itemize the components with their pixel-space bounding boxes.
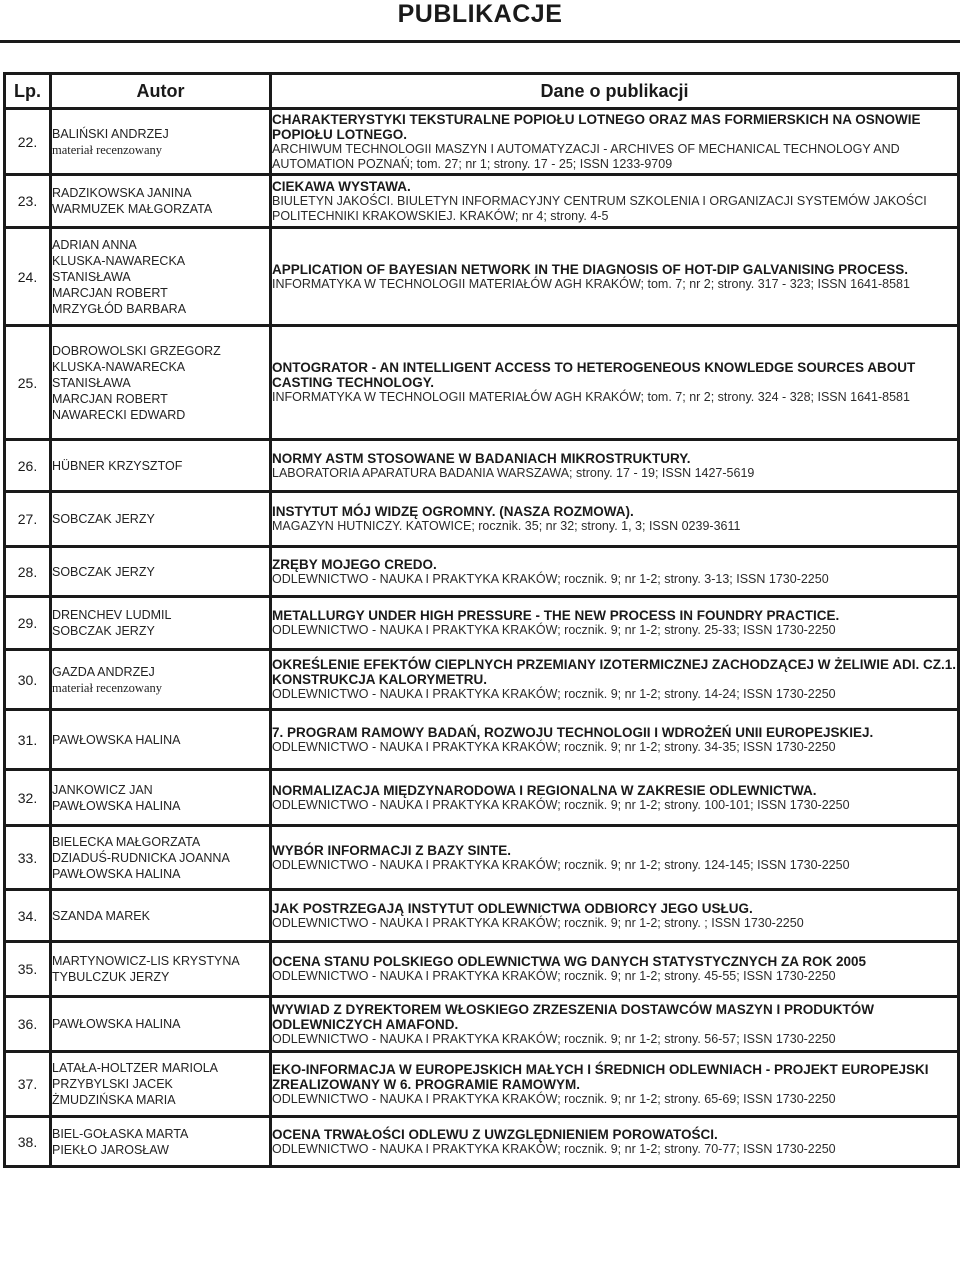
- author-cell: [51, 890, 271, 942]
- publication-cell: [271, 597, 959, 650]
- publication-cell: [271, 1052, 959, 1117]
- row-number: 27.: [5, 492, 51, 547]
- author-cell: [51, 109, 271, 175]
- author-name: STANISŁAWA: [52, 375, 131, 390]
- author-name: GAZDA ANDRZEJ: [52, 664, 155, 679]
- publication-source: ODLEWNICTWO - NAUKA I PRAKTYKA KRAKÓW; rocznik. 9; nr 1-2; strony. 56-57; ISSN 1730-2250: [272, 1031, 836, 1046]
- row-number: 24.: [5, 228, 51, 326]
- header-lp: Lp.: [5, 74, 51, 109]
- author-name: PAWŁOWSKA HALINA: [52, 866, 181, 881]
- publication-source: MAGAZYN HUTNICZY. KATOWICE; rocznik. 35; nr 32; strony. 1, 3; ISSN 0239-3611: [272, 519, 741, 533]
- publication-title: OKREŚLENIE EFEKTÓW CIEPLNYCH PRZEMIANY IZOTERMICZNEJ ZACHODZĄCEJ W ŻELIWIE ADI. CZ.1. KONSTRUKCJA KALORYMETRU.: [272, 657, 957, 687]
- author-cell: [51, 547, 271, 597]
- author-name: DOBROWOLSKI GRZEGORZ: [52, 343, 221, 358]
- publication-source: BIULETYN JAKOŚCI. BIULETYN INFORMACYJNY CENTRUM SZKOLENIA I ORGANIZACJI SYSTEMÓW JAKOŚCI POLITECHNIKI KRAKOWSKIEJ. KRAKÓW; nr 4; strony. 4-5: [272, 193, 927, 223]
- author-cell: [51, 997, 271, 1052]
- publication-cell: [271, 710, 959, 770]
- publication-source: ODLEWNICTWO - NAUKA I PRAKTYKA KRAKÓW; rocznik. 9; nr 1-2; strony. 45-55; ISSN 1730-2250: [272, 969, 836, 983]
- publication-source: ODLEWNICTWO - NAUKA I PRAKTYKA KRAKÓW; rocznik. 9; nr 1-2; strony. 3-13; ISSN 1730-2250: [272, 571, 829, 586]
- author-name: PAWŁOWSKA HALINA: [52, 798, 181, 813]
- table-row: [5, 1052, 959, 1117]
- author-cell: [51, 1052, 271, 1117]
- author-name: PRZYBYLSKI JACEK: [52, 1077, 173, 1091]
- publication-source: ODLEWNICTWO - NAUKA I PRAKTYKA KRAKÓW; rocznik. 9; nr 1-2; strony. 34-35; ISSN 1730-2250: [272, 739, 836, 754]
- header-author: Autor: [51, 74, 271, 109]
- row-number: 31.: [5, 710, 51, 770]
- publication-source: INFORMATYKA W TECHNOLOGII MATERIAŁÓW AGH KRAKÓW; tom. 7; nr 2; strony. 317 - 323; ISSN 1641-8581: [272, 276, 910, 291]
- row-number: 32.: [5, 770, 51, 826]
- author-cell: [51, 1117, 271, 1167]
- publication-cell: [271, 997, 959, 1052]
- publication-cell: [271, 547, 959, 597]
- publication-title: METALLURGY UNDER HIGH PRESSURE - THE NEW PROCESS IN FOUNDRY PRACTICE.: [272, 608, 840, 623]
- author-name: SOBCZAK JERZY: [52, 512, 155, 526]
- table-row: [5, 710, 959, 770]
- publication-cell: [271, 1117, 959, 1167]
- author-name: MARCJAN ROBERT: [52, 391, 168, 406]
- row-number: 22.: [5, 109, 51, 175]
- table-row: [5, 109, 959, 175]
- table-row: [5, 326, 959, 440]
- row-number: 37.: [5, 1052, 51, 1117]
- publications-table: [3, 72, 960, 1168]
- author-name: KLUSKA-NAWARECKA: [52, 359, 186, 374]
- review-note: materiał recenzowany: [52, 680, 163, 695]
- publication-cell: [271, 650, 959, 710]
- author-name: PAWŁOWSKA HALINA: [52, 732, 181, 747]
- author-name: JANKOWICZ JAN: [52, 782, 153, 797]
- author-name: MARCJAN ROBERT: [52, 285, 168, 300]
- author-name: SOBCZAK JERZY: [52, 564, 155, 579]
- author-name: MRZYGŁÓD BARBARA: [52, 301, 187, 316]
- table-body: [5, 109, 959, 1167]
- table-row: [5, 547, 959, 597]
- row-number: 28.: [5, 547, 51, 597]
- table-row: [5, 228, 959, 326]
- header-data: Dane o publikacji: [271, 74, 959, 109]
- author-name: MARTYNOWICZ-LIS KRYSTYNA: [52, 954, 240, 968]
- table-row: [5, 597, 959, 650]
- row-number: 33.: [5, 826, 51, 890]
- author-cell: [51, 175, 271, 228]
- table-row: [5, 826, 959, 890]
- publication-cell: [271, 826, 959, 890]
- author-cell: [51, 942, 271, 997]
- publication-title: WYWIAD Z DYREKTOREM WŁOSKIEGO ZRZESZENIA DOSTAWCÓW MASZYN I PRODUKTÓW ODLEWNICZYCH AMAFOND.: [272, 1001, 874, 1032]
- publication-title: EKO-INFORMACJA W EUROPEJSKICH MAŁYCH I ŚREDNICH ODLEWNIACH - PROJEKT EUROPEJSKI ZREALIZOWANY W 6. PROGRAMIE RAMOWYM.: [272, 1061, 929, 1092]
- publication-title: INSTYTUT MÓJ WIDZĘ OGROMNY. (NASZA ROZMOWA).: [272, 504, 634, 519]
- author-name: PAWŁOWSKA HALINA: [52, 1017, 181, 1031]
- publication-source: ODLEWNICTWO - NAUKA I PRAKTYKA KRAKÓW; rocznik. 9; nr 1-2; strony. 25-33; ISSN 1730-2250: [272, 623, 836, 637]
- publication-title: APPLICATION OF BAYESIAN NETWORK IN THE DIAGNOSIS OF HOT-DIP GALVANISING PROCESS.: [272, 261, 909, 277]
- author-cell: [51, 440, 271, 492]
- author-cell: [51, 228, 271, 326]
- author-name: HÜBNER KRZYSZTOF: [52, 458, 183, 473]
- table-header-row: [5, 74, 959, 109]
- publication-cell: [271, 440, 959, 492]
- publication-cell: [271, 492, 959, 547]
- author-name: DRENCHEV LUDMIL: [52, 608, 172, 622]
- publication-source: ARCHIWUM TECHNOLOGII MASZYN I AUTOMATYZACJI - ARCHIVES OF MECHANICAL TECHNOLOGY AND AUTOMATION POZNAŃ; tom. 27; nr 1; strony. 17 - 25; ISSN 1233-9709: [272, 141, 900, 171]
- publication-title: OCENA TRWAŁOŚCI ODLEWU Z UWZGLĘDNIENIEM POROWATOŚCI.: [272, 1126, 718, 1142]
- publication-source: ODLEWNICTWO - NAUKA I PRAKTYKA KRAKÓW; rocznik. 9; nr 1-2; strony. 14-24; ISSN 1730-2250: [272, 687, 836, 701]
- title-divider: [0, 40, 960, 43]
- row-number: 23.: [5, 175, 51, 228]
- publication-cell: [271, 228, 959, 326]
- author-name: LATAŁA-HOLTZER MARIOLA: [52, 1061, 219, 1075]
- publication-cell: [271, 890, 959, 942]
- author-name: WARMUZEK MAŁGORZATA: [52, 202, 213, 216]
- author-name: ADRIAN ANNA: [52, 237, 137, 252]
- row-number: 29.: [5, 597, 51, 650]
- publication-cell: [271, 326, 959, 440]
- author-cell: [51, 710, 271, 770]
- author-cell: [51, 770, 271, 826]
- publication-title: OCENA STANU POLSKIEGO ODLEWNICTWA WG DANYCH STATYSTYCZNYCH ZA ROK 2005: [272, 954, 867, 969]
- row-number: 36.: [5, 997, 51, 1052]
- row-number: 35.: [5, 942, 51, 997]
- publication-title: ONTOGRATOR - AN INTELLIGENT ACCESS TO HETEROGENEOUS KNOWLEDGE SOURCES ABOUT CASTING TECHNOLOGY.: [272, 360, 916, 390]
- table-row: [5, 175, 959, 228]
- review-note: materiał recenzowany: [52, 142, 163, 157]
- publication-cell: [271, 770, 959, 826]
- table-row: [5, 770, 959, 826]
- author-name: KLUSKA-NAWARECKA: [52, 253, 186, 268]
- author-name: NAWARECKI EDWARD: [52, 407, 186, 422]
- table-row: [5, 440, 959, 492]
- author-cell: [51, 492, 271, 547]
- table-row: [5, 997, 959, 1052]
- publication-title: ZRĘBY MOJEGO CREDO.: [272, 556, 437, 572]
- table-row: [5, 492, 959, 547]
- publication-title: JAK POSTRZEGAJĄ INSTYTUT ODLEWNICTWA ODBIORCY JEGO USŁUG.: [272, 900, 753, 916]
- author-name: TYBULCZUK JERZY: [52, 970, 170, 984]
- row-number: 26.: [5, 440, 51, 492]
- row-number: 25.: [5, 326, 51, 440]
- publication-source: ODLEWNICTWO - NAUKA I PRAKTYKA KRAKÓW; rocznik. 9; nr 1-2; strony. 124-145; ISSN 1730-2250: [272, 857, 850, 872]
- publication-source: ODLEWNICTWO - NAUKA I PRAKTYKA KRAKÓW; rocznik. 9; nr 1-2; strony. 100-101; ISSN 1730-2250: [272, 797, 850, 812]
- publication-source: ODLEWNICTWO - NAUKA I PRAKTYKA KRAKÓW; rocznik. 9; nr 1-2; strony. 70-77; ISSN 1730-2250: [272, 1141, 836, 1156]
- author-name: BIEL-GOŁASKA MARTA: [52, 1126, 189, 1141]
- author-name: STANISŁAWA: [52, 269, 131, 284]
- page-title: PUBLIKACJE: [397, 0, 563, 28]
- table-row: [5, 1117, 959, 1167]
- publication-source: INFORMATYKA W TECHNOLOGII MATERIAŁÓW AGH KRAKÓW; tom. 7; nr 2; strony. 324 - 328; ISSN 1641-8581: [272, 390, 910, 404]
- row-number: 38.: [5, 1117, 51, 1167]
- author-name: PIEKŁO JAROSŁAW: [52, 1142, 169, 1157]
- author-name: BIELECKA MAŁGORZATA: [52, 834, 201, 849]
- row-number: 34.: [5, 890, 51, 942]
- publication-title: CIEKAWA WYSTAWA.: [272, 178, 411, 194]
- publication-source: LABORATORIA APARATURA BADANIA WARSZAWA; strony. 17 - 19; ISSN 1427-5619: [272, 465, 755, 480]
- publication-cell: [271, 109, 959, 175]
- publication-cell: [271, 175, 959, 228]
- table-row: [5, 890, 959, 942]
- publication-title: NORMY ASTM STOSOWANE W BADANIACH MIKROSTRUKTURY.: [272, 450, 691, 466]
- author-name: SZANDA MAREK: [52, 908, 150, 923]
- author-name: ŻMUDZIŃSKA MARIA: [52, 1093, 176, 1107]
- publication-source: ODLEWNICTWO - NAUKA I PRAKTYKA KRAKÓW; rocznik. 9; nr 1-2; strony. ; ISSN 1730-2250: [272, 915, 804, 930]
- publication-title: WYBÓR INFORMACJI Z BAZY SINTE.: [272, 842, 512, 858]
- author-name: RADZIKOWSKA JANINA: [52, 186, 192, 200]
- row-number: 30.: [5, 650, 51, 710]
- author-name: SOBCZAK JERZY: [52, 624, 155, 638]
- publication-source: ODLEWNICTWO - NAUKA I PRAKTYKA KRAKÓW; rocznik. 9; nr 1-2; strony. 65-69; ISSN 1730-2250: [272, 1091, 836, 1106]
- author-name: DZIADUŚ-RUDNICKA JOANNA: [52, 850, 230, 865]
- publication-title: NORMALIZACJA MIĘDZYNARODOWA I REGIONALNA W ZAKRESIE ODLEWNICTWA.: [272, 782, 817, 798]
- publication-title: CHARAKTERYSTYKI TEKSTURALNE POPIOŁU LOTNEGO ORAZ MAS FORMIERSKICH NA OSNOWIE POPIOŁU LOTNEGO.: [272, 111, 921, 142]
- publication-title: 7. PROGRAM RAMOWY BADAŃ, ROZWOJU TECHNOLOGII I WDROŻEŃ UNII EUROPEJSKIEJ.: [272, 724, 874, 740]
- author-cell: [51, 597, 271, 650]
- author-cell: [51, 326, 271, 440]
- table-row: [5, 942, 959, 997]
- author-cell: [51, 826, 271, 890]
- publication-cell: [271, 942, 959, 997]
- author-cell: [51, 650, 271, 710]
- author-name: BALIŃSKI ANDRZEJ: [52, 126, 169, 141]
- table-row: [5, 650, 959, 710]
